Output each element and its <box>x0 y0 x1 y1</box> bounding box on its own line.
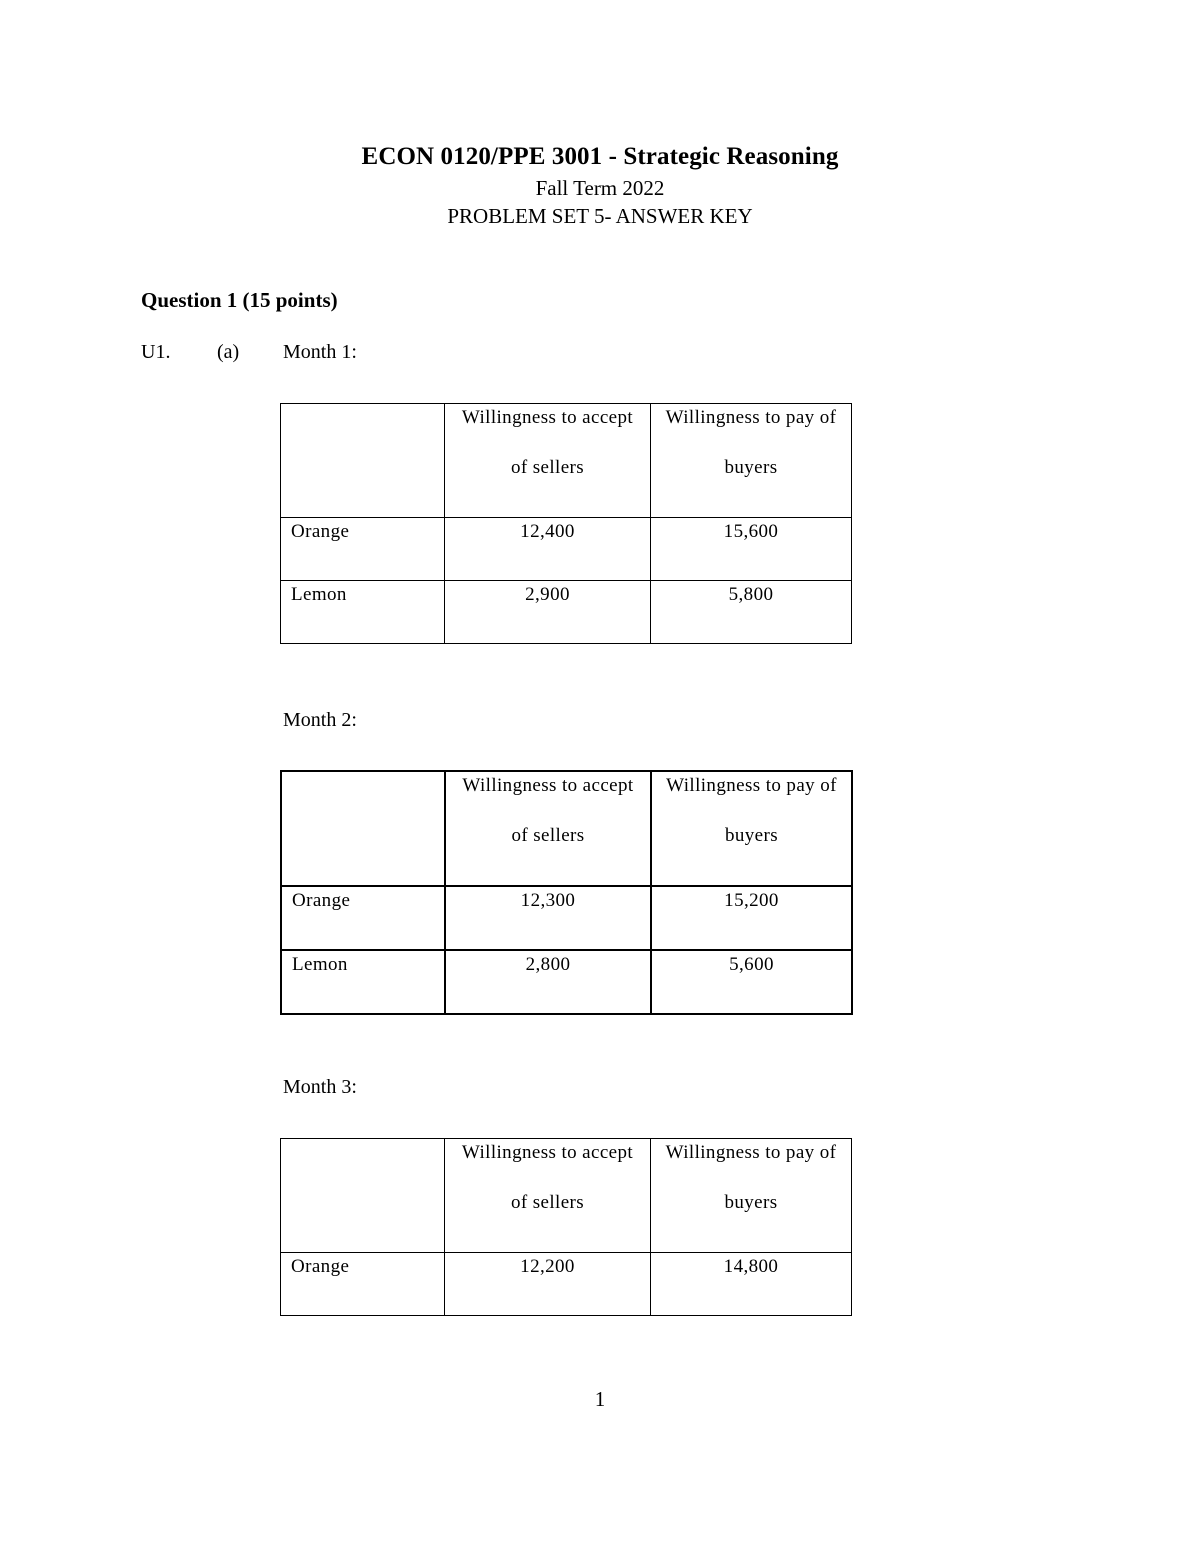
row-label: Orange <box>291 1256 350 1277</box>
pay-value: 14,800 <box>723 1256 779 1277</box>
header-accept-line1: Willingness to accept <box>461 1142 634 1163</box>
table-row <box>281 886 852 950</box>
table-header-row <box>281 1139 852 1253</box>
header-accept-line2: of sellers <box>511 825 585 846</box>
accept-cell <box>445 950 651 1014</box>
row-label-cell <box>281 886 445 950</box>
month-3-table <box>280 1138 852 1316</box>
month-2-label: Month 2: <box>283 709 357 731</box>
row-label: Lemon <box>291 584 347 605</box>
table-row <box>281 581 852 644</box>
problem-set-label: PROBLEM SET 5- ANSWER KEY <box>447 204 753 228</box>
item-number: U1. <box>141 341 171 363</box>
month-1-table <box>280 403 852 644</box>
document-title: ECON 0120/PPE 3001 - Strategic Reasoning <box>361 143 839 170</box>
accept-value: 2,900 <box>525 584 570 605</box>
table-header-row <box>281 771 852 886</box>
empty-header-cell <box>281 771 445 886</box>
pay-value: 15,600 <box>723 521 779 542</box>
document-term: Fall Term 2022 <box>535 176 665 200</box>
header-cell-pay <box>651 1139 852 1253</box>
header-accept-line2: of sellers <box>510 1192 585 1213</box>
header-cell-pay <box>651 771 852 886</box>
pay-cell <box>651 518 852 581</box>
header-pay-line2: buyers <box>724 1192 778 1213</box>
accept-value: 12,400 <box>520 521 575 542</box>
pay-value: 15,200 <box>724 890 779 911</box>
month-2-table <box>280 770 853 1015</box>
accept-cell <box>445 518 651 581</box>
row-label-cell <box>281 581 445 644</box>
row-label-cell <box>281 950 445 1014</box>
header-cell-accept <box>445 771 651 886</box>
question-heading: Question 1 (15 points) <box>141 288 338 312</box>
header-pay-line1: Willingness to pay of <box>665 407 837 428</box>
table-row <box>281 518 852 581</box>
header-pay-line2: buyers <box>724 825 779 846</box>
accept-value: 2,800 <box>525 954 571 975</box>
pay-value: 5,600 <box>729 954 774 975</box>
pay-cell <box>651 950 852 1014</box>
accept-cell <box>445 581 651 644</box>
row-label: Orange <box>291 521 350 542</box>
header-accept-line2: of sellers <box>510 457 585 478</box>
header-accept-line1: Willingness to accept <box>462 775 634 796</box>
accept-value: 12,200 <box>520 1256 575 1277</box>
empty-header-cell <box>281 404 445 518</box>
header-pay-line1: Willingness to pay of <box>665 1142 837 1163</box>
pay-value: 5,800 <box>728 584 774 605</box>
header-pay-line2: buyers <box>724 457 778 478</box>
table-row <box>281 950 852 1014</box>
month-3-label: Month 3: <box>283 1076 357 1098</box>
row-label-cell <box>281 1253 445 1316</box>
table-row <box>281 1253 852 1316</box>
pay-cell <box>651 886 852 950</box>
empty-header-cell <box>281 1139 445 1253</box>
header-pay-line1: Willingness to pay of <box>666 775 837 796</box>
header-accept-line1: Willingness to accept <box>461 407 634 428</box>
header-cell-pay <box>651 404 852 518</box>
header-cell-accept <box>445 404 651 518</box>
header-cell-accept <box>445 1139 651 1253</box>
table-header-row <box>281 404 852 518</box>
row-label: Lemon <box>292 954 348 975</box>
row-label-cell <box>281 518 445 581</box>
row-label: Orange <box>292 890 351 911</box>
accept-cell <box>445 886 651 950</box>
page-number: 1 <box>594 1387 606 1411</box>
accept-value: 12,300 <box>520 890 576 911</box>
month-1-label: Month 1: <box>283 341 357 363</box>
pay-cell <box>651 1253 852 1316</box>
part-label: (a) <box>217 341 240 363</box>
accept-cell <box>445 1253 651 1316</box>
pay-cell <box>651 581 852 644</box>
